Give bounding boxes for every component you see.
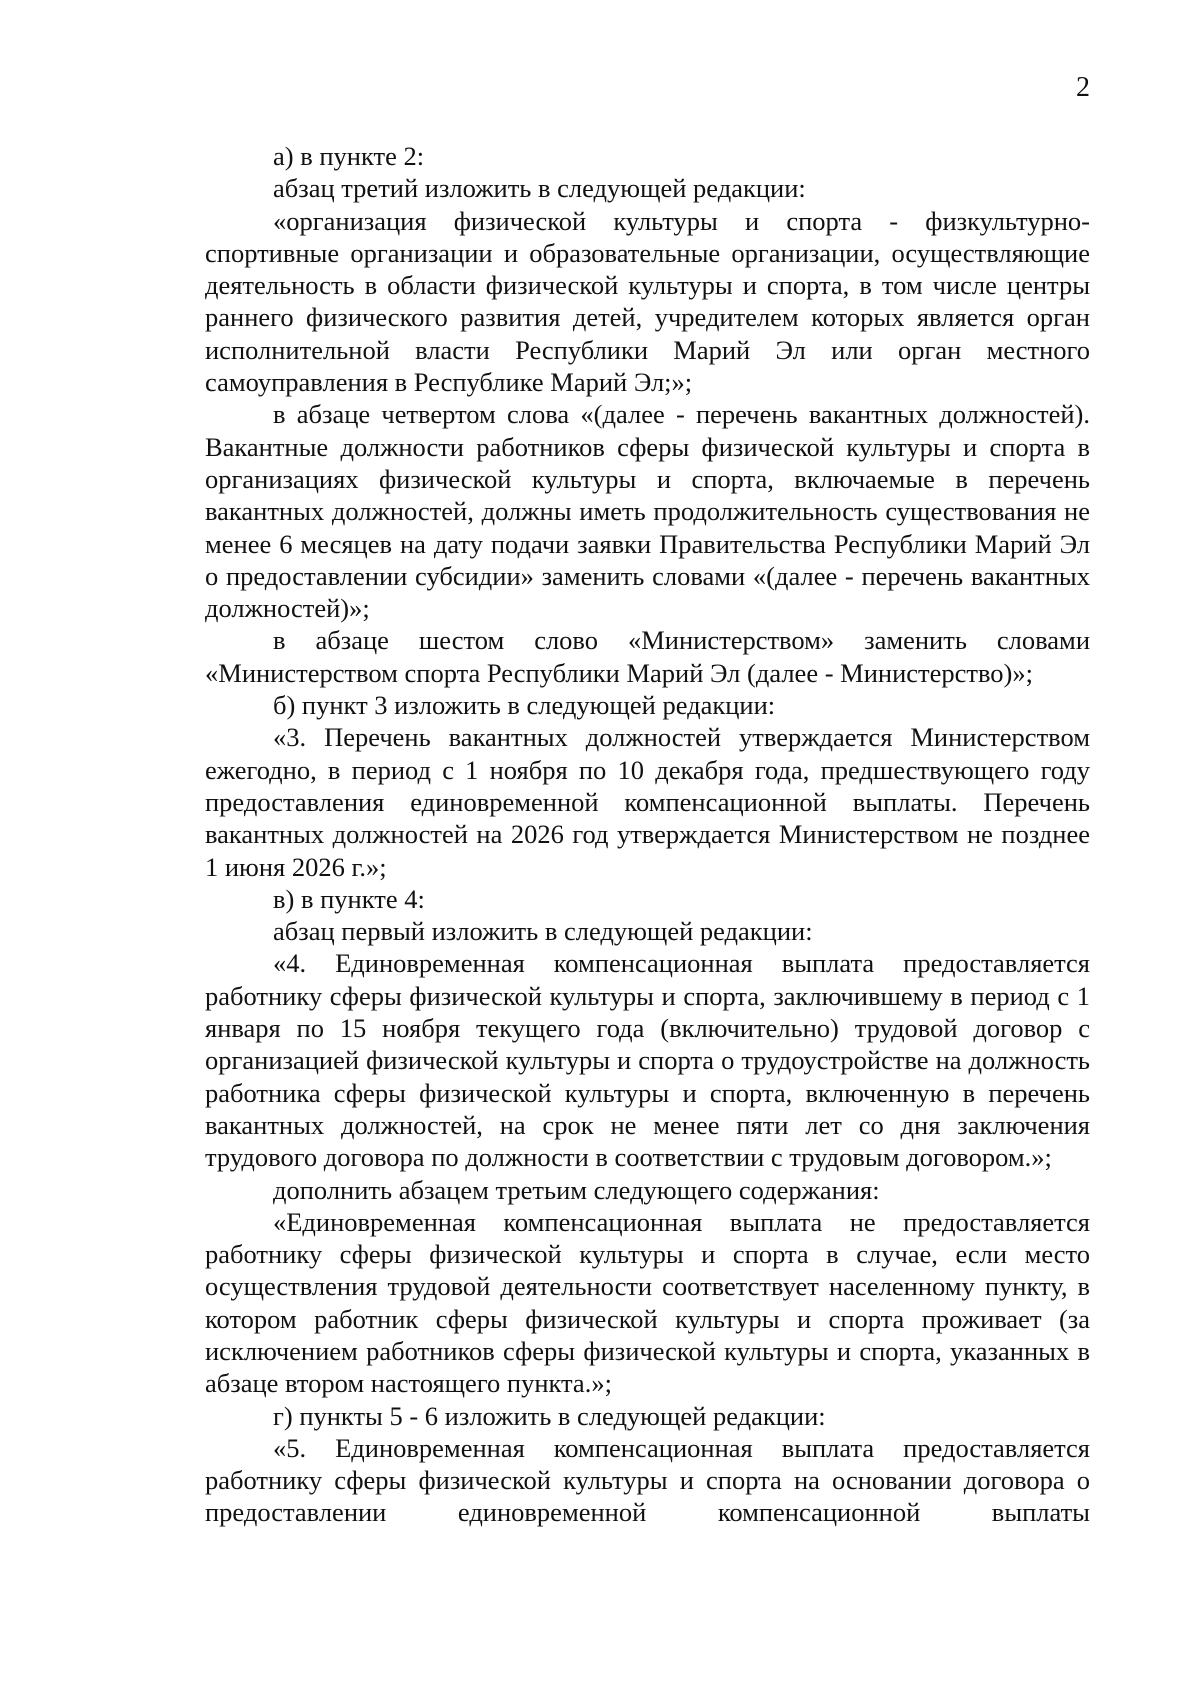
paragraph: «Единовременная компенсационная выплата не предоставляется работнику сферы физической культуры и спорта в случае, если место осуществления трудовой деятельности соответствует населенному пункту, в котором работник сферы физической культуры и спорта проживает (за исключением работников сферы физической культуры и спорта, указанных в абзаце втором настоящего пункта.»; bbox=[205, 1206, 1090, 1399]
paragraph: а) в пункте 2: bbox=[273, 141, 425, 171]
page-number: 2 bbox=[1076, 72, 1090, 103]
paragraph: абзац третий изложить в следующей редакции: bbox=[273, 173, 806, 204]
paragraph: б) пункт 3 изложить в следующей редакции: bbox=[273, 690, 776, 721]
paragraph: дополнить абзацем третьим следующего содержания: bbox=[273, 1174, 880, 1205]
paragraph: в) в пункте 4: bbox=[273, 883, 425, 914]
document-body bbox=[205, 140, 1090, 1529]
paragraph: «организация физической культуры и спорта - физкультурно-спортивные организации и образовательные организации, осуществляющие деятельность в области физической культуры и спорта, в том числе центры раннего физического развития детей, учредителем которых является орган исполнительной власти Республики Марий Эл или орган местного самоуправления в Республике Марий Эл;»; bbox=[205, 205, 1090, 398]
paragraph: «4. Единовременная компенсационная выплата предоставляется работнику сферы физической культуры и спорта, заключившему в период с 1 января по 15 ноября текущего года (включительно) трудовой договор с организацией физической культуры и спорта о трудоустройстве на должность работника сферы физической культуры и спорта, включенную в перечень вакантных должностей, на срок не менее пяти лет со дня заключения трудового договора по должности в соответствии с трудовым договором.»; bbox=[205, 948, 1090, 1173]
paragraph: г) пункты 5 - 6 изложить в следующей редакции: bbox=[273, 1400, 826, 1431]
paragraph: «5. Единовременная компенсационная выплата предоставляется работнику сферы физической культуры и спорта на основании договора о предоставлении единовременной компенсационной выплаты bbox=[205, 1432, 1090, 1528]
paragraph: в абзаце четвертом слова «(далее - перечень вакантных должностей). Вакантные должности работников сферы физической культуры и спорта в организациях физической культуры и спорта, включаемые в перечень вакантных должностей, должны иметь продолжительность существования не менее 6 месяцев на дату подачи заявки Правительства Республики Марий Эл о предоставлении субсидии» заменить словами «(далее - перечень вакантных должностей)»; bbox=[205, 399, 1090, 624]
paragraph: абзац первый изложить в следующей редакции: bbox=[273, 916, 813, 947]
paragraph: «3. Перечень вакантных должностей утверждается Министерством ежегодно, в период с 1 ноября по 10 декабря года, предшествующего году предоставления единовременной компенсационной выплаты. Перечень вакантных должностей на 2026 год утверждается Министерством не позднее 1 июня 2026 г.»; bbox=[205, 722, 1090, 882]
paragraph: в абзаце шестом слово «Министерством» заменить словами «Министерством спорта Республики Марий Эл (далее - Министерство)»; bbox=[205, 625, 1090, 688]
